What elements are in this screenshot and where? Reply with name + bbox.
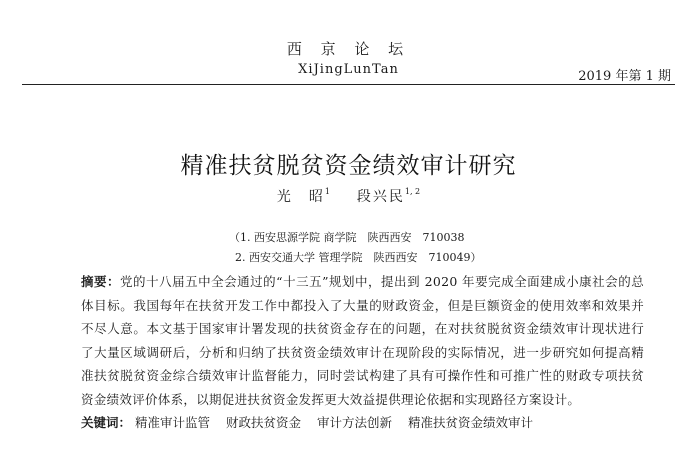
keyword: 审计方法创新 xyxy=(317,415,393,430)
keyword: 财政扶贫资金 xyxy=(226,415,302,430)
keywords-label: 关键词： xyxy=(81,415,132,430)
abstract-text: 党的十八届五中全会通过的“十三五”规划中，提出到 2020 年要完成全面建成小康社会的总体目标。我国每年在扶贫开发工作中都投入了大量的财政资金，但是巨额资金的使用效率和效果并不尽人意。本文基于国家审计署发现的扶贫资金存在的问题，在对扶贫脱贫资金绩效审计现状进行了大量区域调研后，分析和归纳了扶贫资金绩效审计在现阶段的实际情况，进一步研究如何提高精准扶贫脱贫资金综合绩效审计监督能力，同时尝试构建了具有可操作性和可推广性的财政专项扶贫资金绩效评价体系，以期促进扶贫资金发挥更大效益提供理论依据和实现路径方案设计。 xyxy=(81,274,644,407)
issue-number: 2019 年第 1 期 xyxy=(578,69,671,84)
affiliation-line: 2. 西安交通大学 管理学院 陕西西安 710049） xyxy=(235,251,482,264)
author-affiliation-mark: 1 xyxy=(324,187,330,196)
author-name: 光 昭 xyxy=(276,189,325,205)
affiliations xyxy=(229,228,481,268)
journal-name-pinyin: XiJingLunTan xyxy=(298,62,399,77)
author-name: 段兴民 xyxy=(356,189,405,205)
keyword: 精准审计监管 xyxy=(135,415,211,430)
page-header xyxy=(0,0,697,90)
affiliation-line: （1. 西安思源学院 商学院 陕西西安 710038 xyxy=(229,231,465,244)
author-affiliation-mark: 1, 2 xyxy=(404,187,421,196)
abstract-label: 摘要： xyxy=(81,274,121,289)
keywords xyxy=(81,413,661,431)
author-line xyxy=(0,186,697,206)
journal-name-chinese: 西 京 论 坛 xyxy=(286,40,411,58)
abstract xyxy=(81,270,644,411)
header-divider xyxy=(22,84,675,85)
keyword: 精准扶贫资金绩效审计 xyxy=(408,415,534,430)
article-title: 精准扶贫脱贫资金绩效审计研究 xyxy=(180,153,517,179)
